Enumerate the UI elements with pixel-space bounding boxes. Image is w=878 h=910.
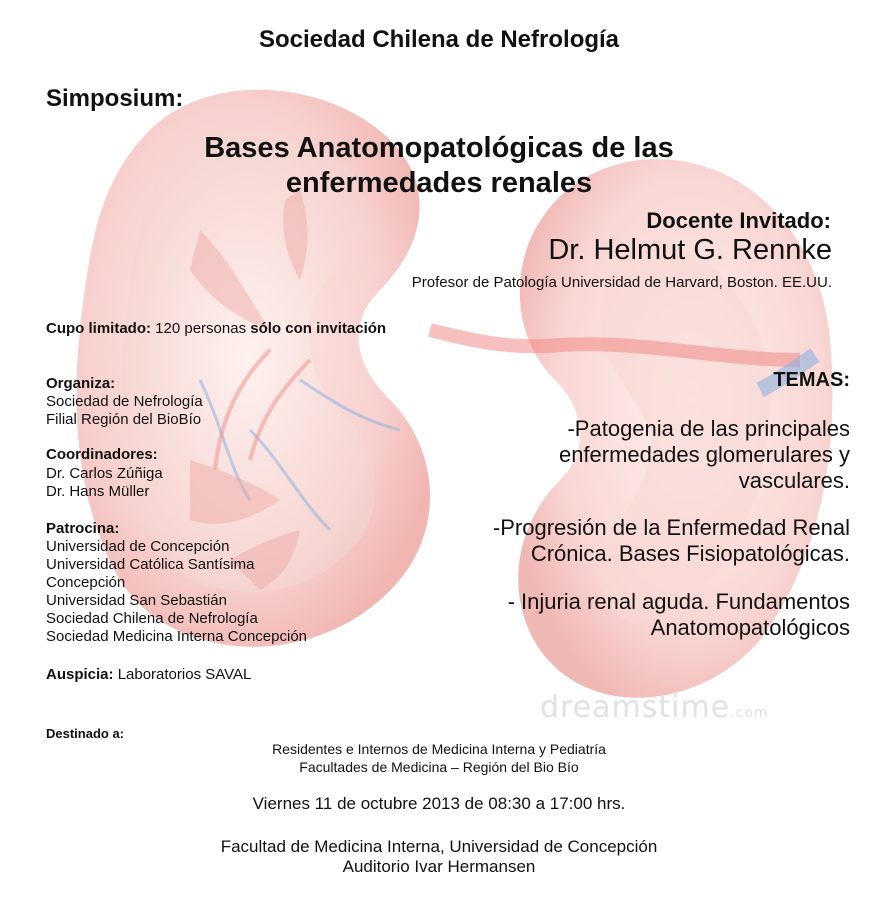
title-line-1: Bases Anatomopatológicas de las (204, 132, 674, 164)
cupo-line (46, 320, 386, 338)
watermark-suffix: .com (730, 705, 769, 721)
venue-line-2: Auditorio Ivar Hermansen (342, 857, 536, 876)
coordinadores-label: Coordinadores: (46, 446, 158, 463)
auspicia-line (46, 666, 251, 684)
society-name: Sociedad Chilena de Nefrología (258, 26, 620, 53)
auspicia-value: Laboratorios SAVAL (117, 666, 252, 683)
venue-line-1: Facultad de Medicina Interna, Universidad de Concepción (220, 837, 658, 856)
event-date: Viernes 11 de octubre 2013 de 08:30 a 17:00 hrs. (252, 794, 626, 813)
topic-line: -Progresión de la Enfermedad Renal (492, 515, 850, 540)
guest-name: Dr. Helmut G. Rennke (548, 234, 832, 266)
destinado-line: Facultades de Medicina – Región del Bio Bío (299, 759, 579, 775)
watermark-text: dreamstime (540, 690, 731, 725)
watermark (540, 690, 769, 725)
destinado-line: Residentes e Internos de Medicina Interna y Pediatría (272, 741, 606, 757)
topic-injuria (508, 589, 850, 641)
patrocinador-line: Concepción (46, 574, 126, 591)
patrocinador-line: Universidad San Sebastián (46, 592, 227, 609)
temas-label: TEMAS: (773, 369, 850, 391)
patrocinador-line: Universidad de Concepción (46, 538, 230, 555)
topic-line: Anatomopatológicos (650, 615, 850, 640)
cupo-note: sólo con invitación (250, 320, 387, 337)
title-line-2: enfermedades renales (285, 167, 593, 199)
cupo-label: Cupo limitado: (46, 320, 151, 337)
auspicia-label: Auspicia: (46, 666, 114, 683)
organiza-line: Filial Región del BioBío (46, 411, 202, 428)
topic-line: - Injuria renal aguda. Fundamentos (507, 589, 850, 614)
topic-line: -Patogenia de las principales (567, 416, 850, 441)
cupo-count: 120 personas (155, 320, 247, 337)
coordinador-line: Dr. Carlos Zúñiga (46, 465, 163, 482)
topic-patogenia (559, 416, 850, 494)
guest-label: Docente Invitado: (646, 208, 831, 233)
topic-line: vasculares. (738, 468, 850, 493)
topic-line: Crónica. Bases Fisiopatológicas. (530, 541, 850, 566)
guest-affiliation: Profesor de Patología Universidad de Harvard, Boston. EE.UU. (411, 274, 832, 291)
topic-progresion (493, 515, 850, 567)
patrocina-label: Patrocina: (46, 520, 120, 537)
coordinador-line: Dr. Hans Müller (46, 483, 150, 500)
event-type: Simposium: (46, 85, 184, 112)
organiza-line: Sociedad de Nefrología (46, 393, 203, 410)
patrocinador-line: Sociedad Chilena de Nefrología (46, 610, 258, 627)
organiza-label: Organiza: (46, 375, 116, 392)
topic-line: enfermedades glomerulares y (558, 442, 850, 467)
destinado-label: Destinado a: (46, 726, 125, 741)
patrocinador-line: Sociedad Medicina Interna Concepción (46, 628, 307, 645)
patrocinador-line: Universidad Católica Santísima (46, 556, 255, 573)
